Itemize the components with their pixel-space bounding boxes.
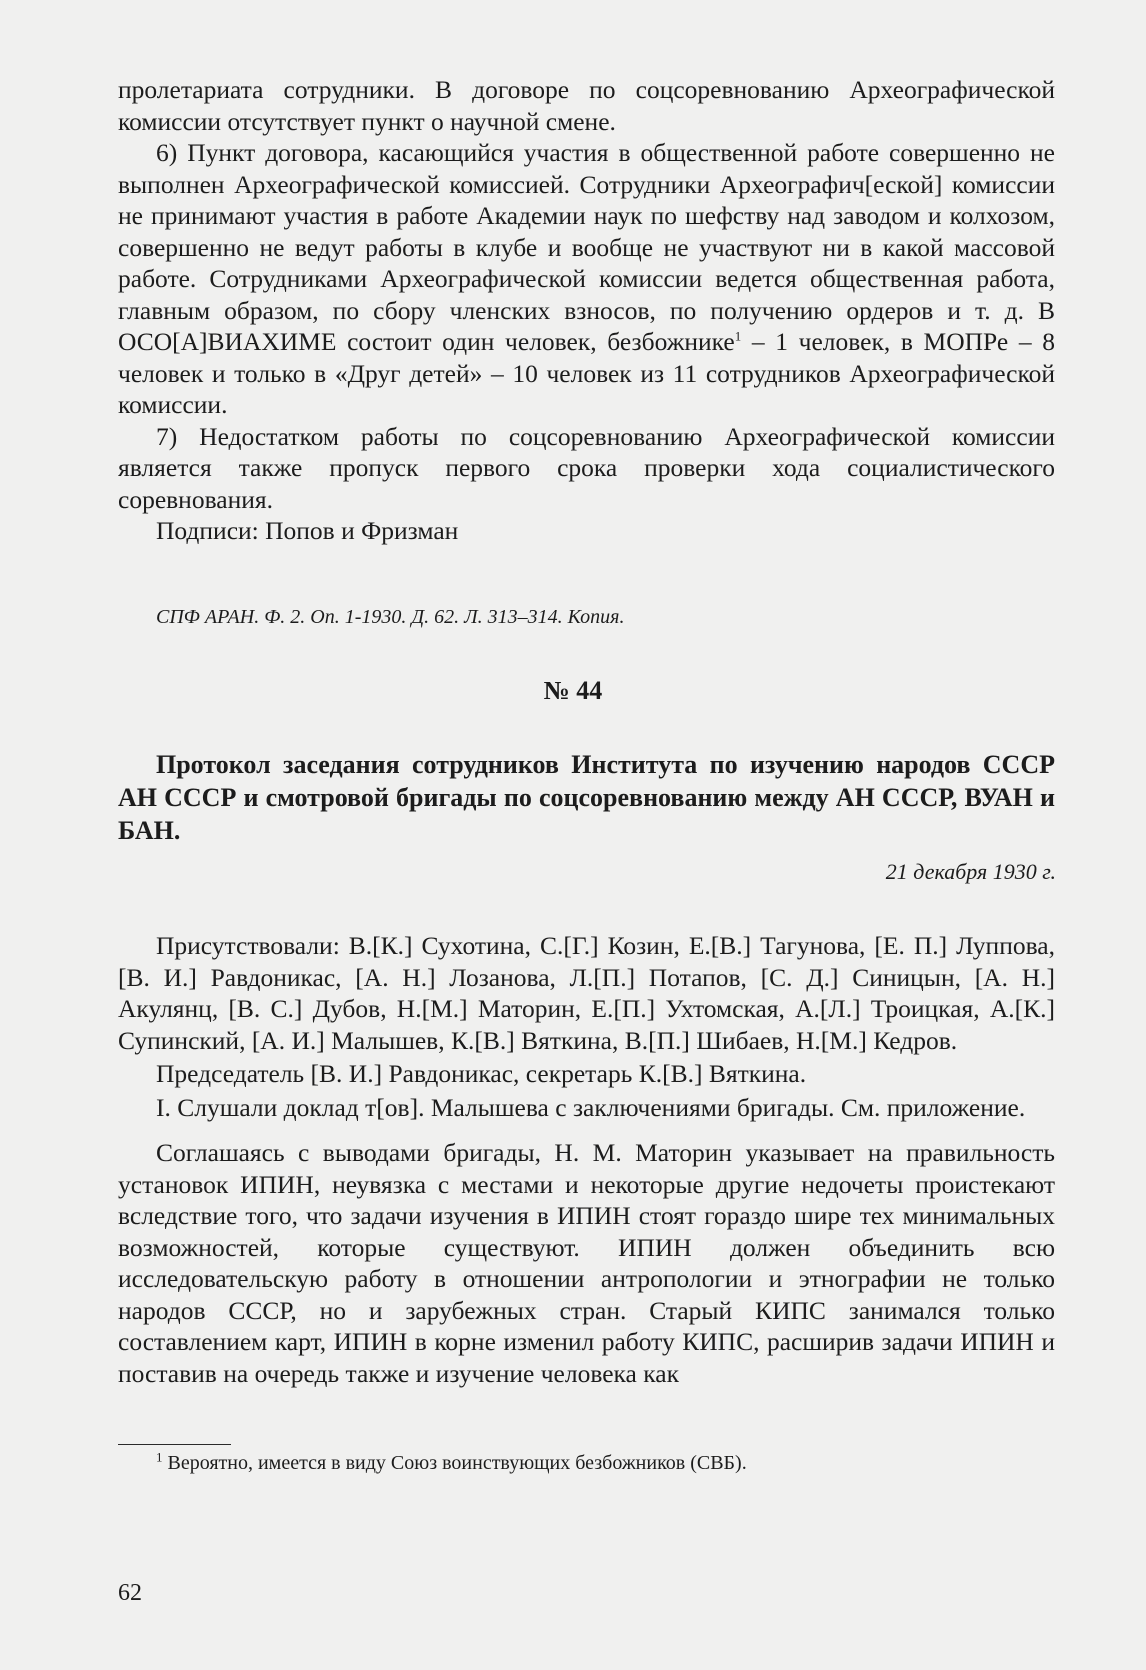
archive-source-reference: СПФ АРАН. Ф. 2. Оп. 1-1930. Д. 62. Л. 313–314. Копия. bbox=[156, 606, 625, 628]
footnote-divider bbox=[118, 1444, 231, 1445]
footnote-text: Вероятно, имеется в виду Союз воинствующих безбожников (СВБ). bbox=[162, 1452, 747, 1474]
document-date: 21 декабря 1930 г. bbox=[885, 859, 1056, 884]
agenda-item-1: I. Слушали доклад т[ов]. Малышева с заключениями бригады. См. приложение. bbox=[156, 1092, 1026, 1122]
point-7-paragraph: 7) Недостатком работы по соцсоревнованию Археографической комиссии является также пропуск первого срока проверки хода социалистического соревнования. bbox=[118, 421, 1055, 514]
body-text-block bbox=[118, 930, 1055, 1389]
point-6-text-end: – 1 человек, в МОПРе – 8 человек и только в «Друг детей» – 10 человек из 11 сотрудников Археографической комиссии. bbox=[118, 327, 1055, 419]
signatures-line: Подписи: Попов и Фризман bbox=[156, 516, 459, 545]
point-6-paragraph bbox=[118, 137, 1055, 421]
document-number: № 44 bbox=[543, 676, 603, 705]
discussion-paragraph: Соглашаясь с выводами бригады, Н. М. Маторин указывает на правильность установок ИПИН, неувязка с местами и некоторые другие недочеты проистекают вследствие того, что задачи изучения в ИПИН стоят гораздо шире тех минимальных возможностей, которые существуют. ИПИН должен объединить всю исследовательскую работу в отношении антропологии и этнографии не только народов СССР, но и зарубежных стран. Старый КИПС занимался только составлением карт, ИПИН в корне изменил работу КИПС, расширив задачи ИПИН и поставив на очередь также и изучение человека как bbox=[118, 1138, 1055, 1388]
footnote-reference: 1 bbox=[734, 328, 742, 344]
footnote bbox=[156, 1449, 747, 1475]
attendees-paragraph: Присутствовали: В.[К.] Сухотина, С.[Г.] Козин, Е.[В.] Тагунова, [Е. П.] Луппова, [В. И.] Равдоникас, [А. Н.] Лозанова, Л.[П.] Потапов, [С. Д.] Синицын, [А. Н.] Акулянц, [В. С.] Дубов, Н.[М.] Маторин, Е.[П.] Ухтомская, А.[Л.] Троицкая, А.[К.] Супинский, [А. И.] Малышев, К.[В.] Вяткина, В.[П.] Шибаев, Н.[М.] Кедров. bbox=[118, 931, 1055, 1055]
page-number: 62 bbox=[118, 1580, 142, 1606]
document-title: Протокол заседания сотрудников Института по изучению народов СССР АН СССР и смотровой бригады по соцсоревнованию между АН СССР, ВУАН и БАН. bbox=[118, 750, 1055, 845]
footnote-marker: 1 bbox=[156, 1449, 163, 1465]
chairman-paragraph: Председатель [В. И.] Равдоникас, секретарь К.[В.] Вяткина. bbox=[156, 1059, 807, 1088]
top-text-block bbox=[118, 74, 1055, 547]
point-6-text: 6) Пункт договора, касающийся участия в общественной работе совершенно не выполнен Археографической комиссией. Сотрудники Археографич[еской] комиссии не принимают участия в работе Академии наук по шефству над заводом и колхозом, совершенно не ведут работы в клубе и вообще не участвуют ни в какой массовой работе. Сотрудниками Археографической комиссии ведется общественная работа, главным образом, по сбору членских взносов, по получению ордеров и т. д. В ОСО[А]ВИАХИМЕ состоит один человек, безбожнике bbox=[118, 138, 1055, 356]
continuation-paragraph: пролетариата сотрудники. В договоре по соцсоревнованию Археографической комиссии отсутствует пункт о научной смене. bbox=[118, 75, 1055, 136]
